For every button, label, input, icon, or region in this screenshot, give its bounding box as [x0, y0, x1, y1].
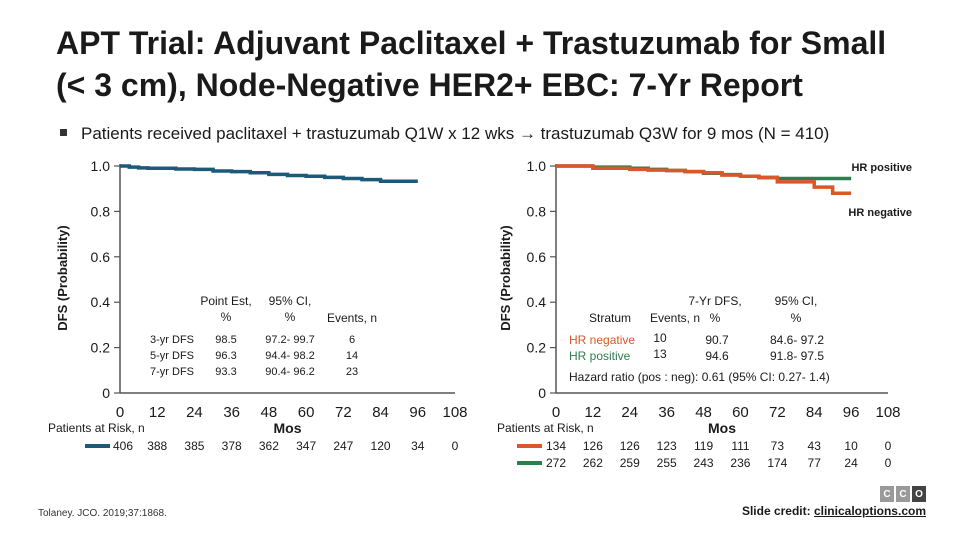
x-tick-label: 12: [148, 404, 166, 421]
cco-logo: [880, 486, 926, 502]
table-cell-dfs: 90.7: [705, 333, 729, 347]
at-risk-value: 378: [221, 439, 242, 453]
x-tick-label: 96: [409, 404, 427, 421]
table-cell-events: 6: [348, 334, 356, 346]
at-risk-value: 236: [730, 456, 751, 470]
x-tick-label: 48: [695, 404, 712, 421]
x-tick-label: 108: [875, 404, 901, 421]
y-tick-label: 0.2: [90, 339, 110, 356]
x-axis-label: Mos: [273, 420, 302, 436]
x-tick-label: 24: [186, 404, 203, 421]
y-tick-label: 1.0: [90, 158, 110, 174]
table-cell-ci: 91.8- 97.5: [769, 349, 825, 363]
at-risk-value: 119: [693, 439, 714, 453]
x-axis-label: Mos: [708, 420, 736, 436]
y-tick-label: 0: [538, 385, 546, 401]
table-cell-events: 14: [345, 350, 359, 362]
table-row-label: HR negative: [569, 333, 636, 347]
y-axis-label: DFS (Probability): [498, 225, 513, 331]
y-tick-label: 1.0: [526, 158, 546, 174]
title-line-1: APT Trial: Adjuvant Paclitaxel + Trastuzumab for Small: [56, 25, 887, 61]
logo-letter-c2: C: [896, 486, 910, 502]
at-risk-title: Patients at Risk, n: [48, 421, 145, 435]
table-header: %: [709, 311, 721, 325]
table-header: %: [284, 310, 296, 324]
table-cell-est: 96.3: [215, 350, 237, 362]
y-tick-label: 0: [102, 385, 110, 401]
x-tick-label: 60: [732, 404, 749, 421]
y-tick-label: 0.6: [90, 248, 110, 265]
x-tick-label: 36: [223, 404, 241, 421]
table-cell-ci: 94.4- 98.2: [265, 350, 315, 362]
table-header: 7-Yr DFS,: [688, 294, 742, 308]
at-risk-value: 10: [844, 439, 858, 453]
table-cell-ci: 84.6- 97.2: [769, 333, 825, 347]
at-risk-value: 24: [844, 456, 858, 470]
x-tick-label: 96: [842, 404, 860, 421]
x-tick-label: 60: [297, 404, 315, 421]
credit-link[interactable]: clinicaloptions.com: [813, 504, 926, 518]
legend-label: HR positive: [851, 162, 912, 174]
x-tick-label: 48: [260, 404, 278, 421]
source-citation: Tolaney. JCO. 2019;37:1868.: [38, 508, 167, 519]
y-tick-label: 0.4: [526, 294, 546, 311]
at-risk-value: 134: [545, 439, 567, 453]
credit-label: Slide credit:: [741, 504, 814, 518]
at-risk-value: 111: [731, 439, 750, 453]
at-risk-value: 73: [770, 439, 785, 453]
y-tick-label: 0.2: [526, 339, 546, 356]
table-cell-est: 98.5: [215, 334, 237, 346]
legend-label: HR negative: [848, 207, 912, 219]
table-cell-ci: 97.2- 99.7: [265, 334, 315, 346]
logo-letter-c1: C: [880, 486, 894, 502]
table-cell-events: 13: [653, 347, 667, 361]
at-risk-value: 0: [884, 439, 892, 453]
at-risk-value: 243: [693, 456, 714, 470]
x-tick-label: 108: [442, 404, 468, 421]
x-tick-label: 72: [768, 404, 786, 421]
table-header: Point Est,: [200, 294, 252, 308]
x-tick-label: 12: [584, 404, 602, 421]
table-cell-events: 23: [345, 366, 359, 378]
at-risk-value: 259: [619, 456, 640, 470]
y-axis-label: DFS (Probability): [55, 225, 70, 331]
at-risk-value: 247: [333, 439, 354, 453]
at-risk-value: 43: [807, 439, 821, 453]
table-cell-events: 10: [653, 331, 667, 345]
at-risk-value: 34: [411, 439, 425, 453]
x-tick-label: 36: [658, 404, 676, 421]
km-curve: [120, 166, 418, 181]
x-tick-label: 0: [551, 404, 561, 421]
y-tick-label: 0.4: [90, 294, 110, 311]
at-risk-value: 120: [370, 439, 391, 453]
x-tick-label: 0: [115, 404, 125, 421]
table-header: Events, n: [326, 311, 378, 325]
table-header: %: [220, 310, 232, 324]
at-risk-value: 77: [807, 456, 821, 470]
logo-letter-o: O: [912, 486, 926, 502]
title-line-2: (< 3 cm), Node-Negative HER2+ EBC: 7-Yr Report: [56, 67, 803, 103]
table-header: Events, n: [650, 311, 701, 325]
bullet-text: Patients received paclitaxel + trastuzumab Q1W x 12 wks → trastuzumab Q3W for 9 mos (N = 410): [81, 124, 830, 143]
at-risk-value: 174: [767, 456, 788, 470]
y-tick-label: 0.6: [526, 248, 546, 265]
table-header: Stratum: [588, 311, 632, 325]
table-cell-dfs: 94.6: [705, 349, 729, 363]
table-header: %: [790, 311, 802, 325]
at-risk-value: 272: [545, 456, 567, 470]
table-header: 95% CI,: [268, 294, 312, 308]
x-tick-label: 72: [334, 404, 352, 421]
x-tick-label: 84: [805, 404, 823, 421]
at-risk-value: 123: [656, 439, 677, 453]
slide-credit: [742, 504, 926, 518]
table-cell-ci: 90.4- 96.2: [265, 366, 315, 378]
table-row-label: 7-yr DFS: [150, 366, 194, 378]
table-row-label: 5-yr DFS: [150, 350, 194, 362]
at-risk-value: 0: [451, 439, 459, 453]
at-risk-value: 126: [582, 439, 603, 453]
table-row-label: 3-yr DFS: [150, 334, 194, 346]
at-risk-title: Patients at Risk, n: [497, 421, 594, 435]
hazard-ratio: Hazard ratio (pos : neg): 0.61 (95% CI: 0.27- 1.4): [569, 370, 830, 384]
table-row-label: HR positive: [569, 349, 631, 363]
at-risk-value: 126: [619, 439, 640, 453]
at-risk-value: 347: [296, 439, 317, 453]
table-header: 95% CI,: [774, 294, 818, 308]
y-tick-label: 0.8: [90, 203, 110, 220]
at-risk-value: 406: [112, 439, 134, 453]
x-tick-label: 24: [621, 404, 639, 421]
table-cell-est: 93.3: [215, 366, 237, 378]
y-tick-label: 0.8: [526, 203, 546, 220]
at-risk-value: 262: [582, 456, 603, 470]
at-risk-value: 385: [184, 439, 205, 453]
at-risk-value: 362: [258, 439, 279, 453]
at-risk-value: 388: [147, 439, 168, 453]
at-risk-value: 255: [656, 456, 677, 470]
at-risk-value: 0: [884, 456, 892, 470]
x-tick-label: 84: [372, 404, 389, 421]
